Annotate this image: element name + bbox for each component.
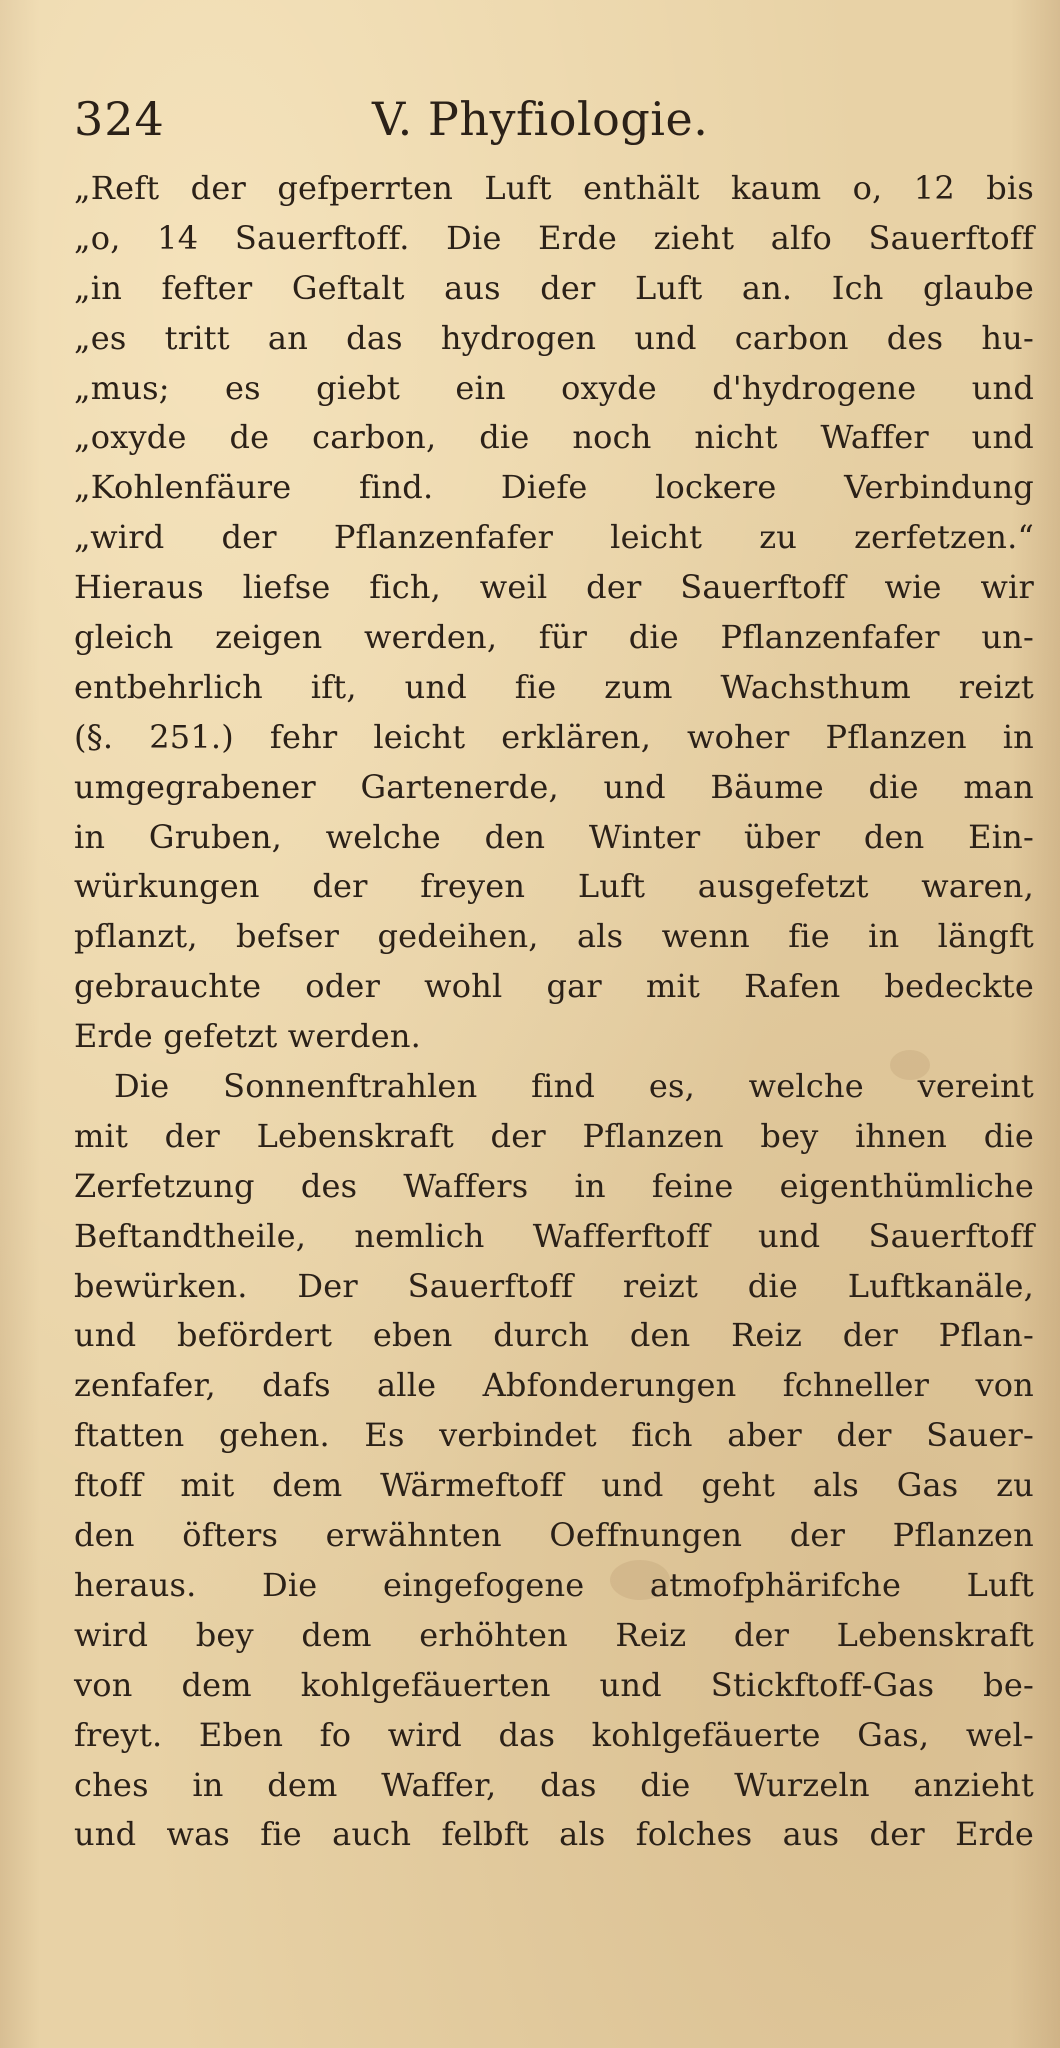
text-line: den öfters erwähnten Oeffnungen der Pflanzen [74,1516,1034,1555]
text-line: entbehrlich ift, und fie zum Wachsthum reizt [74,667,1034,706]
text-line: Beftandtheile, nemlich Wafferftoff und Sauerftoff [74,1216,1034,1255]
text-line: gebrauchte oder wohl gar mit Rafen bedeckte [74,967,1034,1006]
text-line: „Reft der gefperrten Luft enthält kaum o, 12 bis [74,169,1034,207]
text-line: freyt. Eben fo wird das kohlgefäuerte Gas, wel- [74,1715,1034,1754]
text-line: in Gruben, welche den Winter über den Ein- [74,817,1034,856]
text-line: „oxyde de carbon, die noch nicht Waffer und [74,418,1034,457]
text-line: Zerfetzung des Waffers in feine eigenthümliche [74,1166,1034,1205]
text-line: und befördert eben durch den Reiz der Pflan- [74,1316,1034,1355]
text-line: würkungen der freyen Luft ausgefetzt waren, [74,867,1034,906]
running-title: V. Phyfiologie. [372,92,709,146]
text-line: umgegrabener Gartenerde, und Bäume die man [74,767,1034,806]
text-line: gleich zeigen werden, für die Pflanzenfafer un- [74,618,1034,657]
text-line: bewürken. Der Sauerftoff reizt die Luftkanäle, [74,1266,1034,1305]
text-line: heraus. Die eingefogene atmofphärifche Luft [74,1565,1034,1604]
text-line: „o, 14 Sauerftoff. Die Erde zieht alfo Sauerftoff [74,218,1034,257]
text-line: mit der Lebenskraft der Pflanzen bey ihnen die [74,1116,1034,1155]
text-line: „in fefter Geftalt aus der Luft an. Ich glaube [74,268,1034,307]
text-line: und was fie auch felbft als folches aus der Erde [74,1815,1034,1854]
page-number: 324 [74,92,165,146]
text-line: ches in dem Waffer, das die Wurzeln anzieht [74,1765,1034,1804]
text-line: von dem kohlgefäuerten und Stickftoff-Gas be- [74,1665,1034,1704]
text-line: Die Sonnenftrahlen find es, welche vereint [114,1067,1034,1106]
text-line: „mus; es giebt ein oxyde d'hydrogene und [74,368,1034,407]
text-line: „wird der Pflanzenfafer leicht zu zerfetzen.“ [74,518,1034,557]
text-line: ftatten gehen. Es verbindet fich aber der Sauer- [74,1416,1034,1455]
text-line: wird bey dem erhöhten Reiz der Lebenskraft [74,1615,1034,1654]
text-line: zenfafer, dafs alle Abfonderungen fchneller von [74,1366,1034,1405]
text-line: „Kohlenfäure find. Diefe lockere Verbindung [74,468,1034,507]
body-text [74,164,1034,1860]
text-line: „es tritt an das hydrogen und carbon des hu- [74,318,1034,357]
text-line: ftoff mit dem Wärmeftoff und geht als Gas zu [74,1466,1034,1505]
text-line: Erde gefetzt werden. [74,1017,422,1056]
text-line: Hieraus liefse fich, weil der Sauerftoff wie wir [74,568,1034,607]
text-line: (§. 251.) fehr leicht erklären, woher Pflanzen in [74,717,1034,756]
page-header [74,92,974,152]
text-line: pflanzt, befser gedeihen, als wenn fie in längft [74,917,1034,956]
